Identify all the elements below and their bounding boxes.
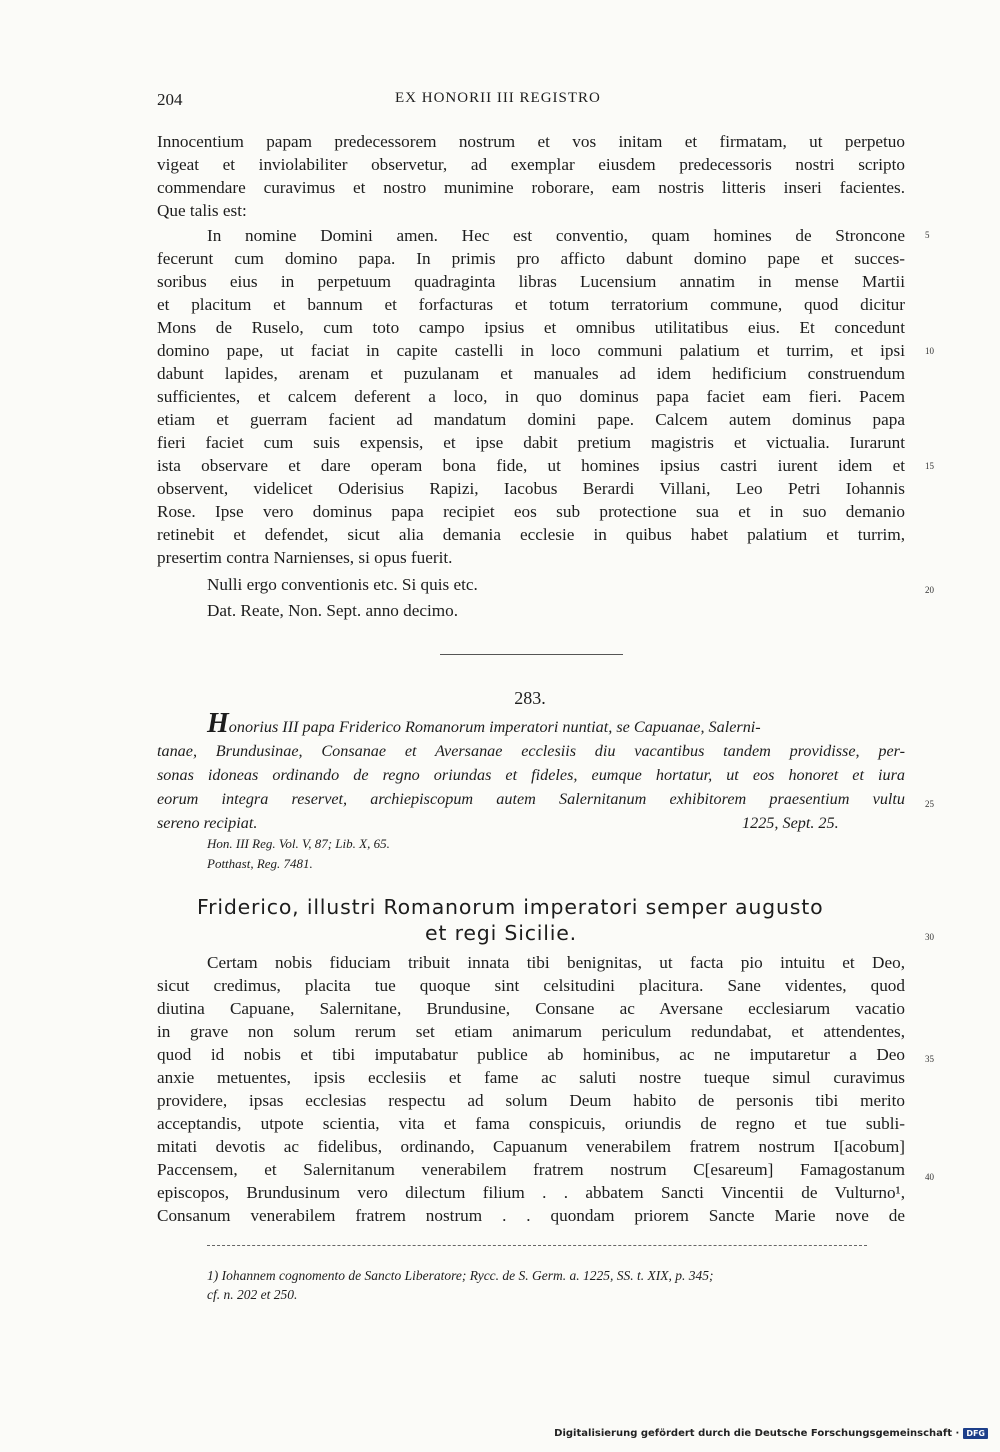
text-line: sufficientes, et calcem deferent a loco, in quo dominus papa faciet eam fieri. Pacem (157, 387, 905, 406)
regest-line: Honorius III papa Friderico Romanorum imperatori nuntiat, se Capuanae, Salerni- (207, 708, 761, 739)
text-line: sicut credimus, placita tue quoque sint celsitudini placitura. Sane videntes, quod (157, 976, 905, 995)
text-line: diutina Capuane, Salernitane, Brundusine, Consane ac Aversane ecclesiarum vacatio (157, 999, 905, 1018)
section-divider (440, 654, 623, 655)
dfg-logo: DFG (963, 1428, 988, 1439)
text-line: Consanum venerabilem fratrem nostrum . . quondam priorem Sancte Marie nove de (157, 1206, 905, 1225)
line-number: 40 (925, 1172, 934, 1182)
regest-line: sonas idoneas ordinando de regno oriundas et fideles, eumque hortatur, ut eos honoret et iura (157, 766, 905, 784)
text-line: ista observare et dare operam bona fide, ut homines ipsius castri iurent idem et (157, 456, 905, 475)
text-line: quod id nobis et tibi imputabatur publice ab hominibus, ac ne imputaretur a Deo (157, 1045, 905, 1064)
regest-line: tanae, Brundusinae, Consanae et Aversanae ecclesiis diu vacantibus tandem providisse, per- (157, 742, 905, 760)
text-line: Mons de Ruselo, cum toto campo ipsius et omnibus utilitatibus eius. Et concedunt (157, 318, 905, 337)
line-number: 5 (925, 230, 930, 240)
line-number: 10 (925, 346, 934, 356)
address-line: et regi Sicilie. (425, 921, 577, 945)
closing-formula: Nulli ergo conventionis etc. Si quis etc. (207, 575, 478, 594)
text-line: Paccensem, et Salernitanum venerabilem fratrem nostrum C[esareum] Famagostanum (157, 1160, 905, 1179)
text-line: Certam nobis fiduciam tribuit innata tibi benignitas, ut facta pio intuitu et Deo, (207, 953, 905, 972)
text-line: anxie metuentes, ipsis ecclesiis et fame ac saluti nostre tueque simul curavimus (157, 1068, 905, 1087)
text-line: Rose. Ipse vero dominus papa recipiet eos sub protectione sua et in suo demanio (157, 502, 905, 521)
text-line: soribus eius in perpetuum quadraginta libras Lucensium annatim in mense Martii (157, 272, 905, 291)
document-number: 283. (514, 688, 546, 708)
text-line: mitati devotis ac fidelibus, ordinando, Capuanum venerabilem fratrem nostrum I[acobum] (157, 1137, 905, 1156)
line-number: 15 (925, 461, 934, 471)
text-line: fecerunt cum domino papa. In primis pro afficto dabunt domino pape et succes- (157, 249, 905, 268)
line-number: 25 (925, 799, 934, 809)
citation: Potthast, Reg. 7481. (207, 856, 313, 871)
text-line: presertim contra Narnienses, si opus fuerit. (157, 548, 453, 567)
regest-line: eorum integra reservet, archiepiscopum autem Salernitanum exhibitorem praesentium vultu (157, 790, 905, 808)
line-number: 20 (925, 585, 934, 595)
text-line: In nomine Domini amen. Hec est conventio, quam homines de Stroncone (207, 226, 905, 245)
citation: Hon. III Reg. Vol. V, 87; Lib. X, 65. (207, 836, 390, 851)
text-line: et placitum et bannum et forfacturas et totum terratorium commune, quod dicitur (157, 295, 905, 314)
text-line: in grave non solum rerum set etiam animarum periculum redundabat, et attendentes, (157, 1022, 905, 1041)
drop-initial: H (207, 708, 229, 739)
footnote-divider (207, 1245, 867, 1246)
page-number: 204 (157, 90, 183, 109)
text-line: fieri faciet cum suis expensis, et ipse dabit pretium magistris et victualia. Iurarunt (157, 433, 905, 452)
text-line: retinebit et defendet, sicut alia demania ecclesie in quibus habet palatium et turrim, (157, 525, 905, 544)
text-line: episcopos, Brundusinum vero dilectum filium . . abbatem Sancti Vincentii de Vulturno¹, (157, 1183, 905, 1202)
line-number: 35 (925, 1054, 934, 1064)
text-line: dabunt lapides, arenam et puzulanam et manuales ad idem hedificium construendum (157, 364, 905, 383)
text-line: providere, ipsas ecclesias respectu ad solum Deum habito de personis tibi merito (157, 1091, 905, 1110)
text-line: Que talis est: (157, 201, 247, 220)
text-line: acceptandis, utpote scientia, vita et fama conspicuis, oriundis de regno et tue subli- (157, 1114, 905, 1133)
footnote: 1) Iohannem cognomento de Sancto Liberatore; Rycc. de S. Germ. a. 1225, SS. t. XIX, p. 345; (207, 1268, 714, 1283)
digitization-credit: Digitalisierung gefördert durch die Deutsche Forschungsgemeinschaft · DFG (554, 1428, 988, 1439)
line-number: 30 (925, 932, 934, 942)
running-title: EX HONORII III REGISTRO (395, 90, 601, 106)
text-line: commendare curavimus et nostro munimine roborare, eam nostris litteris inseri facientes. (157, 178, 905, 197)
text-line: etiam et guerram facient ad mandatum domini pape. Calcem autem dominus papa (157, 410, 905, 429)
text-line: observent, videlicet Oderisius Rapizi, Iacobus Berardi Villani, Leo Petri Iohannis (157, 479, 905, 498)
dating-clause: Dat. Reate, Non. Sept. anno decimo. (207, 601, 459, 620)
regest-date: 1225, Sept. 25. (742, 814, 839, 832)
regest-line: sereno recipiat. (157, 814, 258, 832)
text-line: domino pape, ut faciat in capite castelli in loco communi palatium et turrim, et ipsi (157, 341, 905, 360)
text-line: vigeat et inviolabiliter observetur, ad exemplar eiusdem predecessoris nostri scripto (157, 155, 905, 174)
address-line: Friderico, illustri Romanorum imperatori semper augusto (197, 895, 824, 919)
footnote: cf. n. 202 et 250. (207, 1287, 298, 1302)
text-line: Innocentium papam predecessorem nostrum et vos initam et firmatam, ut perpetuo (157, 132, 905, 151)
